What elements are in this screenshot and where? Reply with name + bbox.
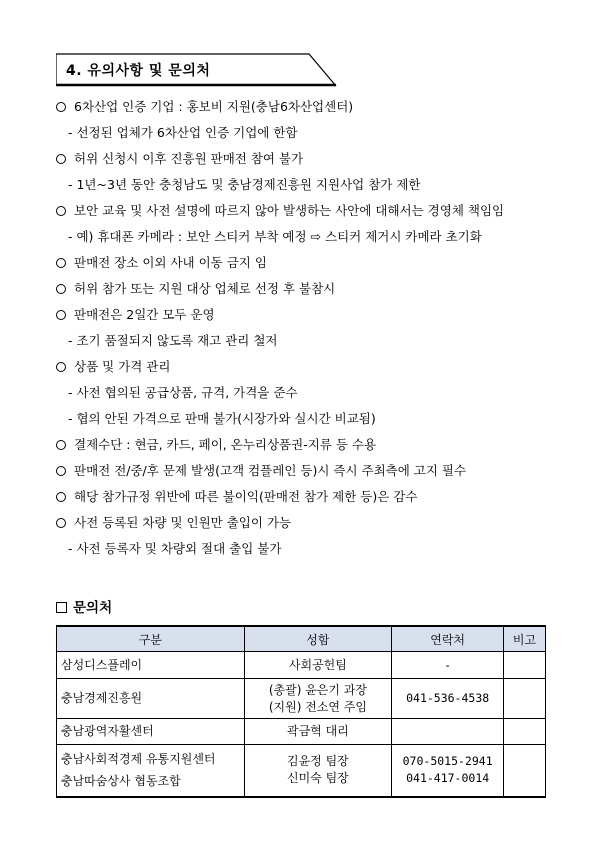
table-row — [57, 719, 546, 745]
notice-sub-item: - 사전 협의된 공급상품, 규격, 가격을 준수 — [68, 385, 298, 400]
table-row — [57, 679, 546, 719]
section-header — [56, 53, 336, 85]
notice-item: 상품 및 가격 관리 — [56, 354, 576, 380]
notice-item: 보안 교육 및 사전 설명에 따르지 않아 발생하는 사안에 대해서는 경영체 책임임 — [56, 198, 576, 224]
notice-item: 허위 신청시 이후 진흥원 판매전 참여 불가 — [56, 146, 576, 172]
notice-item: 허위 참가 또는 지원 대상 업체로 선정 후 불참시 — [56, 276, 576, 302]
org-cell: 충남광역자활센터 — [57, 719, 245, 745]
column-header-phone: 연락처 — [392, 626, 504, 652]
column-header-name: 성함 — [244, 626, 392, 652]
table-header-row — [57, 626, 546, 652]
contacts-heading: 문의처 — [56, 596, 112, 616]
notice-item: 판매전 전/중/후 문제 발생(고객 컴플레인 등)시 즉시 주최측에 고지 필수 — [56, 458, 576, 484]
circle-bullet-icon — [56, 466, 66, 476]
notice-item: 결제수단 : 현금, 카드, 페이, 온누리상품권-지류 등 수용 — [56, 432, 576, 458]
column-header-note: 비고 — [504, 626, 546, 652]
circle-bullet-icon — [56, 258, 66, 268]
notice-sub-item: - 사전 등록자 및 차량외 절대 출입 불가 — [68, 541, 282, 556]
notice-item: 사전 등록된 차량 및 인원만 출입이 가능 — [56, 510, 576, 536]
notice-item: 판매전은 2일간 모두 운영 — [56, 302, 576, 328]
circle-bullet-icon — [56, 362, 66, 372]
phone-cell: - — [392, 652, 504, 679]
notice-sub-item: - 조기 품절되지 않도록 재고 관리 철저 — [68, 333, 278, 348]
table-row — [57, 745, 546, 797]
note-cell — [504, 652, 546, 679]
contacts-table — [56, 625, 546, 798]
phone-cell — [392, 719, 504, 745]
name-cell: 김윤정 팀장 신미숙 팀장 — [244, 745, 392, 797]
circle-bullet-icon — [56, 154, 66, 164]
notice-sub-item: - 협의 안된 가격으로 판매 불가(시장가와 실시간 비교됨) — [68, 411, 376, 426]
circle-bullet-icon — [56, 518, 66, 528]
org-cell: 삼성디스플레이 — [57, 652, 245, 679]
section-title: 4. 유의사항 및 문의처 — [66, 63, 211, 79]
notice-item: 6차산업 인증 기업 : 홍보비 지원(충남6차산업센터) — [56, 94, 576, 120]
org-cell: 충남경제진흥원 — [57, 679, 245, 719]
notice-sub-item: - 선정된 업체가 6차산업 인증 기업에 한함 — [68, 125, 298, 140]
circle-bullet-icon — [56, 492, 66, 502]
circle-bullet-icon — [56, 284, 66, 294]
table-row — [57, 652, 546, 679]
circle-bullet-icon — [56, 206, 66, 216]
note-cell — [504, 719, 546, 745]
notice-item: 해당 참가규정 위반에 따른 불이익(판매전 참가 제한 등)은 감수 — [56, 484, 576, 510]
notice-list — [56, 94, 576, 562]
org-cell: 충남사회적경제 유통지원센터 충남따숨상사 협동조합 — [57, 745, 245, 797]
notice-sub-item: - 예) 휴대폰 카메라 : 보안 스티커 부착 예정 ⇨ 스티커 제거시 카메라 초기화 — [68, 229, 482, 244]
checkbox-square-icon — [56, 602, 67, 613]
name-cell: 사회공헌팀 — [244, 652, 392, 679]
circle-bullet-icon — [56, 440, 66, 450]
phone-cell: 041-536-4538 — [392, 679, 504, 719]
note-cell — [504, 745, 546, 797]
column-header-category: 구분 — [57, 626, 245, 652]
phone-cell: 070-5015-2941 041-417-0014 — [392, 745, 504, 797]
name-cell: (총괄) 윤은기 과장 (지원) 전소연 주임 — [244, 679, 392, 719]
notice-item: 판매전 장소 이외 사내 이동 금지 임 — [56, 250, 576, 276]
name-cell: 곽금혁 대리 — [244, 719, 392, 745]
note-cell — [504, 679, 546, 719]
notice-sub-item: - 1년~3년 동안 충청남도 및 충남경제진흥원 지원사업 참가 제한 — [68, 177, 421, 192]
circle-bullet-icon — [56, 102, 66, 112]
circle-bullet-icon — [56, 310, 66, 320]
